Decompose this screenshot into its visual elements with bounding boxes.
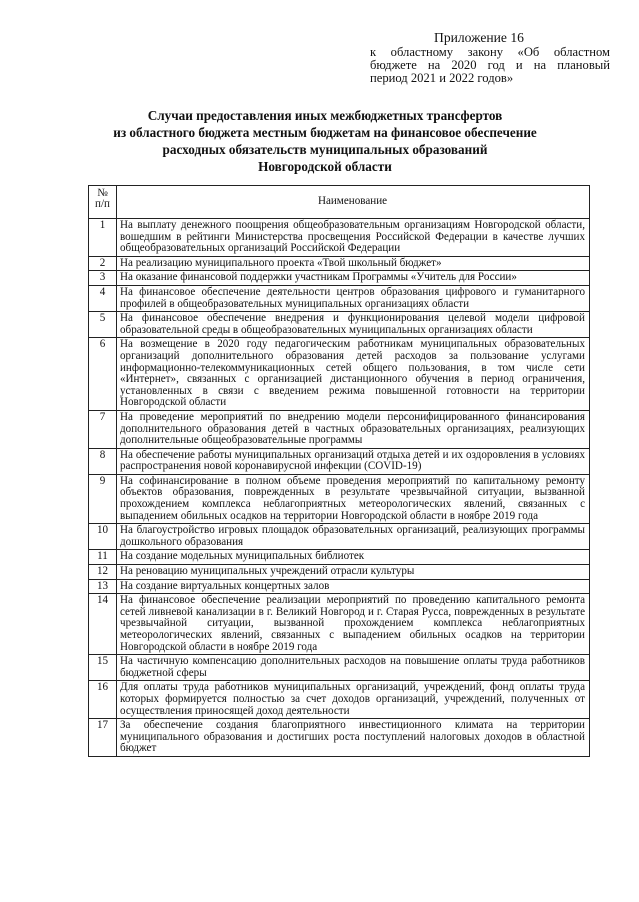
row-name: На возмещение в 2020 году педагогическим работникам муниципальных образовательных организаций дополнительного образования детей расходов за пользование услугами информационно-телекоммуникационных сетей общего пользования, в том числе сети «Интернет», связанных с организацией дистанционного обучения в период ограничения, установленных в связи с введением режима повышенной готовности на территории Новгородской области	[117, 338, 590, 411]
table-row	[89, 579, 590, 594]
row-name: На реновацию муниципальных учреждений отрасли культуры	[117, 565, 590, 580]
row-number: 11	[89, 550, 117, 565]
table-row	[89, 338, 590, 411]
row-number: 3	[89, 271, 117, 286]
table-row	[89, 256, 590, 271]
table-header-row	[89, 186, 590, 219]
table-row	[89, 565, 590, 580]
document-heading	[60, 107, 590, 175]
table-row	[89, 550, 590, 565]
row-number: 6	[89, 338, 117, 411]
row-name: Для оплаты труда работников муниципальных организаций, учреждений, фонд оплаты труда которых формируется полностью за счет доходов организаций, учреждений, полученных от осуществления приносящей доход деятельности	[117, 681, 590, 719]
row-name: На частичную компенсацию дополнительных расходов на повышение оплаты труда работников бюджетной сферы	[117, 655, 590, 681]
row-name: На проведение мероприятий по внедрению модели персонифицированного финансирования дополнительного образования детей в частных образовательных организациях, реализующих дополнительные общеобразовательные программы	[117, 410, 590, 448]
row-number: 1	[89, 219, 117, 257]
appendix-line: период 2021 и 2022 годов»	[370, 71, 514, 85]
table-row	[89, 285, 590, 311]
row-number: 17	[89, 719, 117, 757]
appendix-note	[370, 30, 610, 85]
row-name: На софинансирование в полном объеме проведения мероприятий по капитальному ремонту объектов образования, поврежденных в результате чрезвычайной ситуации, вызванной прохождением комплекса неблагоприятных метеорологических явлений, связанных с выпадением обильных осадков на территории Новгородской области в ноябре 2019 года	[117, 474, 590, 523]
row-number: 8	[89, 448, 117, 474]
row-name: На финансовое обеспечение деятельности центров образования цифрового и гуманитарного профилей в общеобразовательных муниципальных организациях области	[117, 285, 590, 311]
heading-line: из областного бюджета местным бюджетам на финансовое обеспечение	[113, 125, 537, 140]
transfers-table	[88, 185, 590, 757]
table-row	[89, 410, 590, 448]
row-number: 9	[89, 474, 117, 523]
row-number: 10	[89, 524, 117, 550]
table-row	[89, 448, 590, 474]
table-row	[89, 271, 590, 286]
heading-line: расходных обязательств муниципальных образований	[162, 142, 488, 157]
header-number	[89, 186, 117, 219]
table-row	[89, 474, 590, 523]
header-number-abbr: п/п	[95, 198, 110, 210]
row-name: На оказание финансовой поддержки участникам Программы «Учитель для России»	[117, 271, 590, 286]
row-number: 5	[89, 312, 117, 338]
table-row	[89, 594, 590, 655]
appendix-line: к областному закону «Об областном	[370, 45, 610, 59]
row-name: На благоустройство игровых площадок образовательных организаций, реализующих программы дошкольного образования	[117, 524, 590, 550]
table-row	[89, 655, 590, 681]
table-row	[89, 719, 590, 757]
appendix-line: бюджете на 2020 год и на плановый	[370, 58, 610, 72]
heading-line: Случаи предоставления иных межбюджетных трансфертов	[147, 108, 503, 123]
row-name: За обеспечение создания благоприятного инвестиционного климата на территории муниципального образования и достигших роста поступлений налоговых доходов в областной бюджет	[117, 719, 590, 757]
row-name: На реализацию муниципального проекта «Твой школьный бюджет»	[117, 256, 590, 271]
table-row	[89, 312, 590, 338]
row-name: На обеспечение работы муниципальных организаций отдыха детей и их оздоровления в условиях распространения новой коронавирусной инфекции (COVID-19)	[117, 448, 590, 474]
row-name: На выплату денежного поощрения общеобразовательным организациям Новгородской области, вошедшим в рейтинги Министерства просвещения Российской Федерации в качестве лучших общеобразовательных организаций Российской Федерации	[117, 219, 590, 257]
row-name: На создание модельных муниципальных библиотек	[117, 550, 590, 565]
table-body	[89, 219, 590, 757]
header-name: Наименование	[117, 186, 590, 219]
row-name: На создание виртуальных концертных залов	[117, 579, 590, 594]
row-number: 15	[89, 655, 117, 681]
row-number: 2	[89, 256, 117, 271]
row-name: На финансовое обеспечение реализации мероприятий по проведению капитального ремонта сетей ливневой канализации в г. Великий Новгород и г. Старая Русса, поврежденных в результате чрезвычайной ситуации, вызванной прохождением комплекса неблагоприятных метеорологических явлений, связанных с выпадением обильных осадков на территории Новгородской области в ноябре 2019 года	[117, 594, 590, 655]
row-name: На финансовое обеспечение внедрения и функционирования целевой модели цифровой образовательной среды в общеобразовательных муниципальных организациях области	[117, 312, 590, 338]
row-number: 12	[89, 565, 117, 580]
appendix-title: Приложение 16	[434, 30, 524, 45]
table-row	[89, 524, 590, 550]
row-number: 14	[89, 594, 117, 655]
table-row	[89, 681, 590, 719]
row-number: 16	[89, 681, 117, 719]
row-number: 4	[89, 285, 117, 311]
table-row	[89, 219, 590, 257]
header-number-symbol: №	[97, 187, 108, 199]
heading-line: Новгородской области	[258, 159, 392, 174]
row-number: 7	[89, 410, 117, 448]
row-number: 13	[89, 579, 117, 594]
